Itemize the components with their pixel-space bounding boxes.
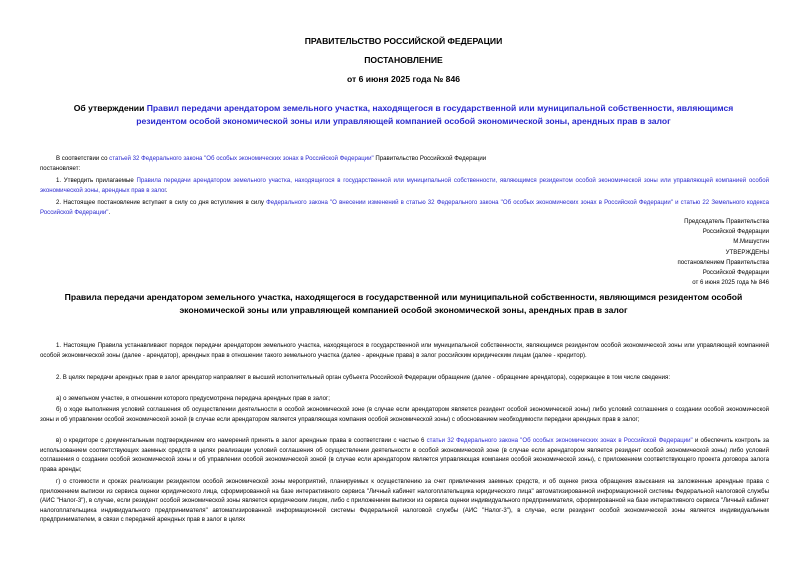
item1-suffix: . bbox=[165, 186, 168, 194]
rules-title: Правила передачи арендатором земельного участка, находящегося в государственной или муниципальной собственности, являющимся резидентом особой экономической зоны или управляющей компанией особой экономической зоны, арендных прав в залог bbox=[64, 292, 743, 315]
federal-law-link[interactable]: Федерального закона "О внесении изменений в статью 32 Федерального закона "Об особых экономических зонах в Российской Федерации" и статью 22 Земельного кодекса Российской Федерации" bbox=[40, 199, 769, 216]
rules-paragraph-2: 2. В целях передачи арендных прав в залог арендатор направляет в высший исполнительный орган субъекта Российской Федерации обращение (далее - обращение арендатора), содержащее в том числе сведения: bbox=[56, 374, 671, 381]
rules-subitem-g: г) о стоимости и сроках реализации резидентом особой экономической зоны мероприятий, планируемых к осуществлению за счет привлечения заемных средств, и об оценке риска обращения взыскания на заложенные арендные права с приложением выписки из сервиса оценки юридического лица, сформированной на базе интерактивного сервиса "Личный кабинет налогоплательщика юридического лица" автоматизированной информационной системы Федеральной налоговой службы (АИС "Налог-3"), в случае, если резидент особой экономической зоны является юридическим лицом, либо с приложением выписки из сервиса оценки индивидуального предпринимателя, сформированной на базе интерактивного сервиса "Личный кабинет налогоплательщика индивидуального предпринимателя" автоматизированной информационной системы Федеральной налоговой службы (АИС "Налог-3"), в случае, если резидент особой экономической зоны является индивидуальным предпринимателем, в связи с передачей арендных прав в залог в целях bbox=[40, 478, 769, 524]
approval-by: постановлением Правительства bbox=[677, 259, 769, 266]
decree-item-2 bbox=[40, 198, 769, 217]
preamble-decree-word: постановляет: bbox=[40, 165, 81, 172]
approval-body: Российской Федерации bbox=[702, 269, 769, 276]
approval-date: от 6 июня 2025 года № 846 bbox=[692, 279, 769, 286]
preamble-prefix: В соответствии со bbox=[56, 155, 110, 162]
rules-link[interactable]: Правила передачи арендатором земельного участка, находящегося в государственной или муниципальной собственности, являющимся резидентом особой экономической зоны или управляющей компанией особой экономической зоны, арендных прав в залог bbox=[40, 177, 769, 194]
approval-word: УТВЕРЖДЕНЫ bbox=[725, 249, 769, 256]
document-date-number: от 6 июня 2025 года № 846 bbox=[346, 74, 461, 84]
subject-prefix: Об утверждении bbox=[73, 103, 147, 113]
subitem-v-suffix: и обеспечить контроль за использованием соответствующих заемных средств в целях реализации условий соглашения об осуществлении деятельности в особой экономической зоне (в случае если арендатором является резидент особой экономической зоны) либо условий соглашения о создании особой экономической зоны и об управлении особой экономической зоной (в случае если арендатором является управляющая компания особой экономической зоны), с приложением соответствующего проекта договора залога права аренды; bbox=[40, 437, 769, 473]
rules-subitem-v bbox=[40, 436, 769, 474]
document-type: ПОСТАНОВЛЕНИЕ bbox=[364, 55, 443, 65]
preamble-suffix: Правительство Российской Федерации bbox=[373, 155, 487, 162]
article-32-link[interactable]: статьей 32 Федерального закона "Об особых экономических зонах в Российской Федерации" bbox=[109, 155, 374, 162]
article-32-link-2[interactable]: статьи 32 Федерального закона "Об особых экономических зонах в Российской Федерации" bbox=[426, 437, 693, 444]
subject-rules-link[interactable]: Правил передачи арендатором земельного участка, находящегося в государственной или муниципальной собственности, являющимся резидентом особой экономической зоны или управляющей компанией особой экономической зоны, арендных прав в залог bbox=[136, 103, 734, 126]
item2-suffix: . bbox=[108, 208, 111, 216]
rules-subitem-a: а) о земельном участке, в отношении которого предусмотрена передача арендных прав в залог; bbox=[56, 395, 330, 402]
subitem-v-prefix: в) о кредиторе с документальным подтверждением его намерений принять в залог арендные права в соответствии с частью 6 bbox=[56, 437, 427, 444]
signature-block bbox=[684, 217, 769, 247]
item1-prefix: 1. Утвердить прилагаемые bbox=[56, 177, 137, 184]
rules-subitem-b: б) о ходе выполнения условий соглашения об осуществлении деятельности в особой экономической зоне (в случае если арендатором является резидент особой экономической зоны) либо условий соглашения о создании особой экономической зоны и об управлении особой экономической зоной (в случае если арендатором является управляющая компания особой экономической зоны) с обоснованием необходимости передачи арендных прав в залог; bbox=[40, 406, 769, 423]
decree-item-1 bbox=[40, 176, 769, 195]
document-subject bbox=[50, 102, 757, 128]
rules-paragraph-1: 1. Настоящие Правила устанавливают порядок передачи арендатором земельного участка, находящегося в государственной или муниципальной собственности, являющимся резидентом особой экономической зоны или управляющей компанией особой экономической зоны (далее - арендатор), арендных прав в отношении такого земельного участка (далее - арендные права) в залог российским юридическим лицам (далее - кредитор). bbox=[40, 342, 769, 359]
approval-stamp bbox=[677, 248, 769, 288]
item2-prefix: 2. Настоящее постановление вступает в силу со дня вступления в силу bbox=[56, 199, 267, 206]
government-title: ПРАВИТЕЛЬСТВО РОССИЙСКОЙ ФЕДЕРАЦИИ bbox=[304, 36, 503, 46]
signature-body: Российской Федерации bbox=[702, 228, 769, 235]
preamble bbox=[40, 154, 769, 164]
signature-position: Председатель Правительства bbox=[684, 218, 769, 225]
signature-name: М.Мишустин bbox=[733, 238, 769, 245]
